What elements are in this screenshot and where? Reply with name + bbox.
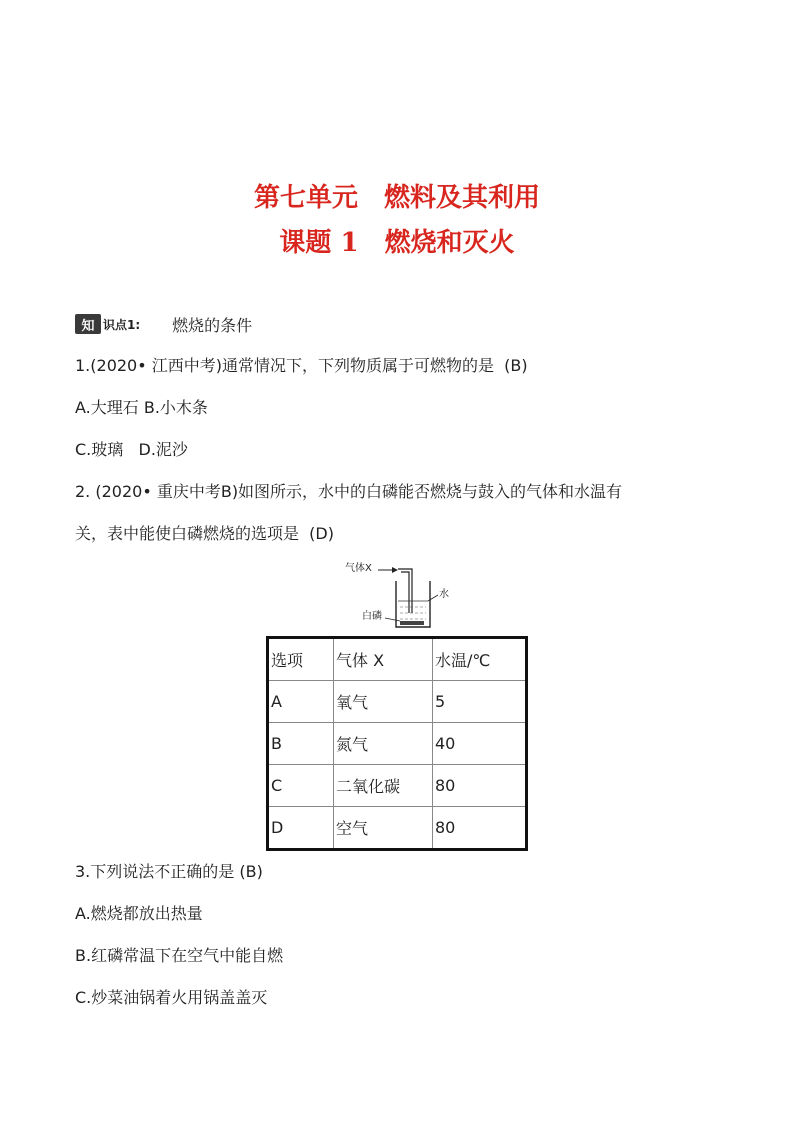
question-1-stem: 1.(2020• 江西中考)通常情况下，下列物质属于可燃物的是 (B) — [75, 356, 528, 375]
table-cell: 40 — [433, 723, 527, 765]
beaker-outline — [396, 581, 430, 627]
gas-x-label: 气体X — [345, 563, 372, 574]
table-cell: 氧气 — [334, 681, 433, 723]
table-cell: A — [268, 681, 334, 723]
white-phosphorus-sample — [400, 621, 424, 625]
table-row — [268, 765, 527, 807]
knowledge-point-label: 识点1: — [103, 317, 141, 332]
gas-tube — [398, 569, 412, 613]
table-header-cell: 选项 — [268, 638, 334, 681]
knowledge-badge: 知 — [75, 314, 101, 334]
question-3-option-b: B.红磷常温下在空气中能自燃 — [75, 946, 284, 965]
question-3-option-a: A.燃烧都放出热量 — [75, 904, 203, 923]
table-cell: 5 — [433, 681, 527, 723]
table-cell: 80 — [433, 765, 527, 807]
question-2-stem-line2: 关，表中能使白磷燃烧的选项是 (D) — [75, 524, 334, 543]
phosphorus-label: 白磷 — [362, 611, 382, 622]
table-cell: 二氧化碳 — [334, 765, 433, 807]
knowledge-point-header — [75, 312, 252, 336]
question-3-option-c: C.炒菜油锅着火用锅盖盖灭 — [75, 988, 268, 1007]
table-cell: C — [268, 765, 334, 807]
question-1-options-cd: C.玻璃 D.泥沙 — [75, 440, 188, 459]
table-cell: B — [268, 723, 334, 765]
table-row — [268, 723, 527, 765]
knowledge-point-topic: 燃烧的条件 — [172, 315, 253, 335]
table-row — [268, 807, 527, 850]
table-header-cell: 气体 X — [334, 638, 433, 681]
phosphorus-pointer — [385, 618, 400, 621]
unit-title: 第七单元 燃料及其利用 — [253, 183, 540, 213]
table-row — [268, 681, 527, 723]
table-cell: 氮气 — [334, 723, 433, 765]
table-header-row — [268, 638, 527, 681]
question-2-stem-line1: 2. (2020• 重庆中考B)如图所示，水中的白磷能否燃烧与鼓入的气体和水温有 — [75, 482, 623, 501]
arrow-head-icon — [392, 567, 398, 573]
table-cell: 80 — [433, 807, 527, 850]
table-header-cell: 水温/℃ — [433, 638, 527, 681]
lesson-title: 课题 1 燃烧和灭火 — [279, 228, 515, 258]
beaker-diagram — [340, 555, 460, 635]
table-cell: D — [268, 807, 334, 850]
question-3-stem: 3.下列说法不正确的是 (B) — [75, 862, 263, 881]
options-table — [266, 636, 528, 851]
water-label: 水 — [439, 589, 449, 600]
table-cell: 空气 — [334, 807, 433, 850]
question-1-options-ab: A.大理石 B.小木条 — [75, 398, 208, 417]
